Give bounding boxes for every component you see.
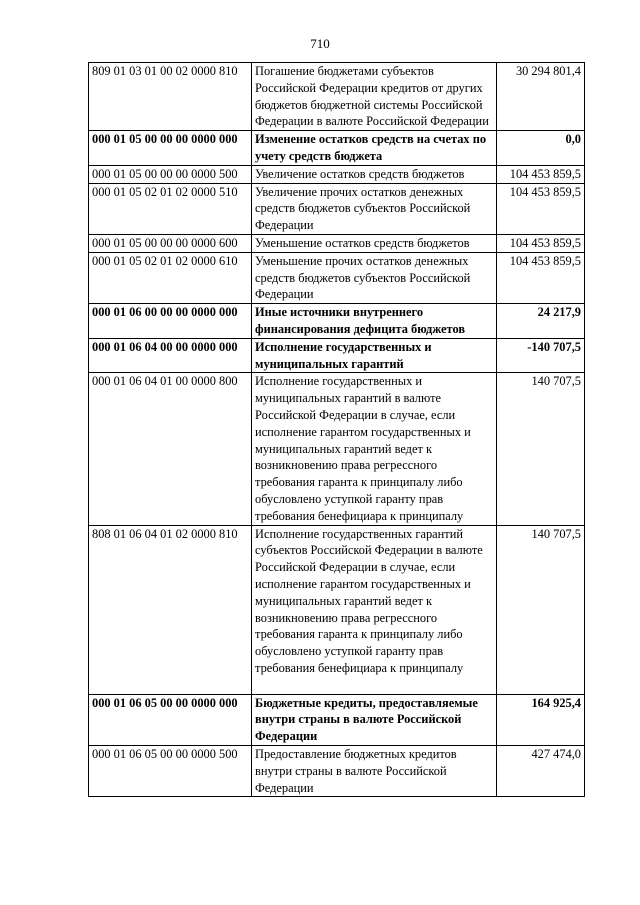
row-name: Увеличение остатков средств бюджетов (252, 165, 497, 183)
row-amount: 140 707,5 (497, 373, 585, 525)
row-code: 000 01 05 02 01 02 0000 610 (89, 252, 252, 303)
row-name: Исполнение государственных гарантий субъектов Российской Федерации в валюте Российской Федерации в случае, если исполнение гарантом государственных и муниципальных гарантий ведет к возникновению права регрессного требования гаранта к принципалу либо обусловлено уступкой гаранту прав требования бенефициара к принципалу (252, 525, 497, 694)
row-amount: 164 925,4 (497, 694, 585, 745)
row-code: 000 01 05 00 00 00 0000 000 (89, 131, 252, 166)
row-amount: 104 453 859,5 (497, 165, 585, 183)
row-code: 808 01 06 04 01 02 0000 810 (89, 525, 252, 694)
row-code: 809 01 03 01 00 02 0000 810 (89, 63, 252, 131)
row-name: Иные источники внутреннего финансирования дефицита бюджетов (252, 304, 497, 339)
page-number: 710 (310, 36, 330, 51)
row-code: 000 01 05 00 00 00 0000 500 (89, 165, 252, 183)
row-amount: 104 453 859,5 (497, 183, 585, 234)
table-row (89, 63, 585, 131)
row-amount: 140 707,5 (497, 525, 585, 694)
row-code: 000 01 06 04 01 00 0000 800 (89, 373, 252, 525)
row-code: 000 01 06 00 00 00 0000 000 (89, 304, 252, 339)
row-amount: 104 453 859,5 (497, 252, 585, 303)
row-amount: 24 217,9 (497, 304, 585, 339)
row-amount: -140 707,5 (497, 338, 585, 373)
table-row (89, 694, 585, 745)
row-code: 000 01 06 04 00 00 0000 000 (89, 338, 252, 373)
row-amount: 427 474,0 (497, 746, 585, 797)
table-row (89, 746, 585, 797)
row-amount: 0,0 (497, 131, 585, 166)
row-code: 000 01 06 05 00 00 0000 000 (89, 694, 252, 745)
budget-sources-table (88, 62, 585, 797)
row-name: Уменьшение прочих остатков денежных средств бюджетов субъектов Российской Федерации (252, 252, 497, 303)
row-name: Уменьшение остатков средств бюджетов (252, 234, 497, 252)
row-amount: 104 453 859,5 (497, 234, 585, 252)
table-row (89, 304, 585, 339)
row-code: 000 01 06 05 00 00 0000 500 (89, 746, 252, 797)
row-name: Исполнение государственных и муниципальных гарантий (252, 338, 497, 373)
table-row (89, 525, 585, 694)
table-row (89, 373, 585, 525)
row-name: Предоставление бюджетных кредитов внутри страны в валюте Российской Федерации (252, 746, 497, 797)
table-row (89, 234, 585, 252)
row-code: 000 01 05 02 01 02 0000 510 (89, 183, 252, 234)
row-name: Изменение остатков средств на счетах по учету средств бюджета (252, 131, 497, 166)
row-amount: 30 294 801,4 (497, 63, 585, 131)
table-row (89, 131, 585, 166)
row-name: Бюджетные кредиты, предоставляемые внутри страны в валюте Российской Федерации (252, 694, 497, 745)
table-row (89, 338, 585, 373)
table-row (89, 165, 585, 183)
row-name: Исполнение государственных и муниципальных гарантий в валюте Российской Федерации в случае, если исполнение гарантом государственных и муниципальных гарантий ведет к возникновению права регрессного требования гаранта к принципалу либо обусловлено уступкой гаранту прав требования бенефициара к принципалу (252, 373, 497, 525)
row-name: Увеличение прочих остатков денежных средств бюджетов субъектов Российской Федерации (252, 183, 497, 234)
table-row (89, 252, 585, 303)
row-code: 000 01 05 00 00 00 0000 600 (89, 234, 252, 252)
table-row (89, 183, 585, 234)
row-name: Погашение бюджетами субъектов Российской Федерации кредитов от других бюджетов бюджетной системы Российской Федерации в валюте Российской Федерации (252, 63, 497, 131)
